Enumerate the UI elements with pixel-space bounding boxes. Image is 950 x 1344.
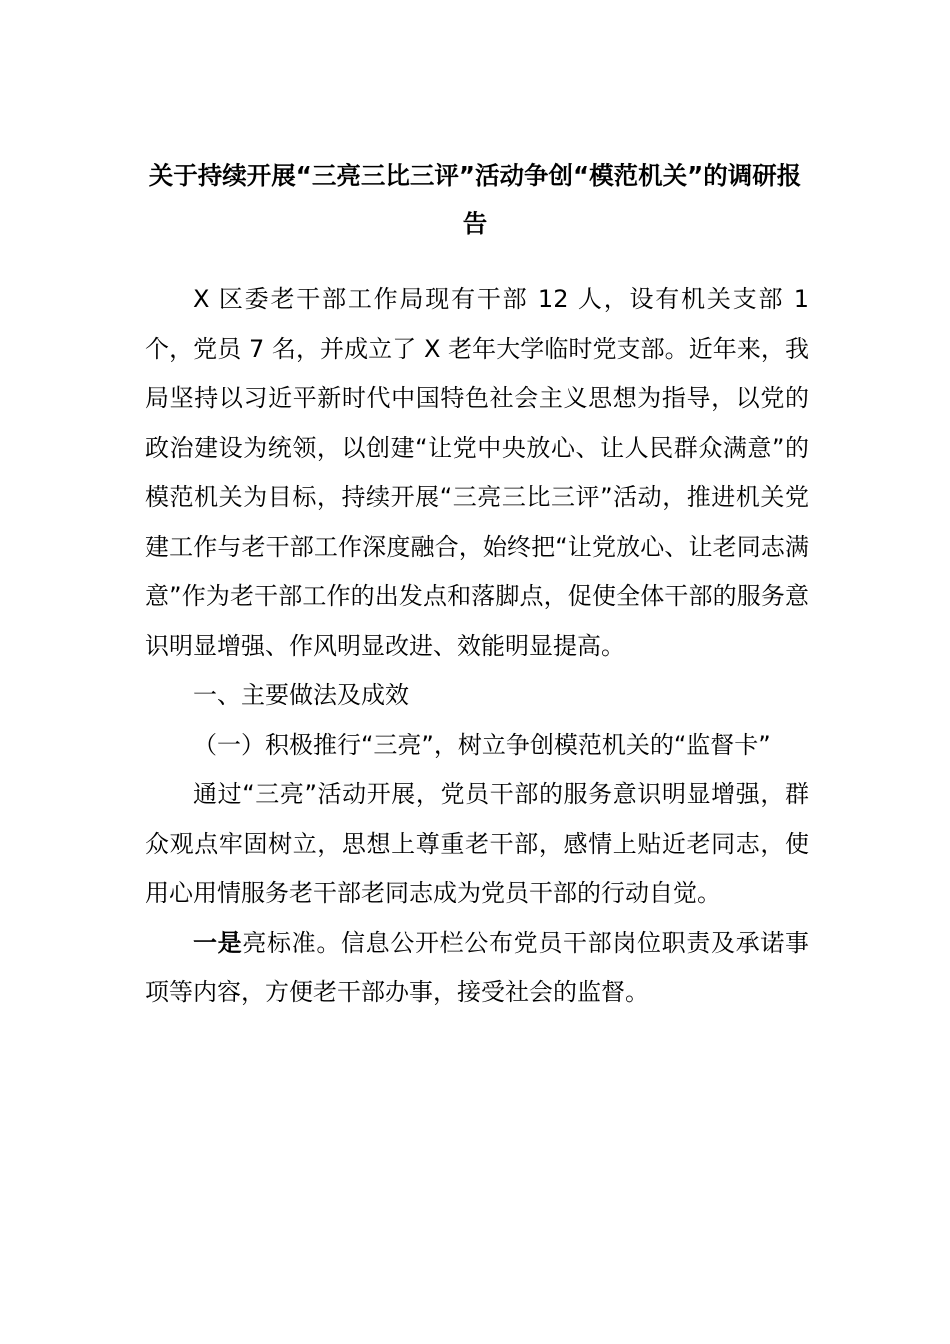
subsection-heading: （一）积极推行“三亮”，树立争创模范机关的“监督卡”	[193, 730, 771, 759]
intro-paragraph: X 区委老干部工作局现有干部 12 人，设有机关支部 1 个，党员 7 名，并成立了 X 老年大学临时党支部。近年来，我局坚持以习近平新时代中国特色社会主义思想为指导，以党的政治建设为统领，以创建“让党中央放心、让人民群众满意”的模范机关为目标，持续开展“三亮三比三评”活动，推进机关党建工作与老干部工作深度融合，始终把“让党放心、让老同志满意”作为老干部工作的出发点和落脚点，促使全体干部的服务意识明显增强、作风明显改进、效能明显提高。	[145, 285, 809, 660]
document-body	[145, 275, 809, 1018]
item-paragraph	[145, 919, 809, 1018]
item-lead: 一是	[193, 928, 243, 957]
item-text: 亮标准。信息公开栏公布党员干部岗位职责及承诺事项等内容，方便老干部办事，接受社会的监督。	[145, 928, 810, 1006]
section-heading: 一、主要做法及成效	[193, 681, 409, 709]
document-title: 关于持续开展“三亮三比三评”活动争创“模范机关”的调研报告	[148, 161, 802, 238]
subsection-paragraph: 通过“三亮”活动开展，党员干部的服务意识明显增强，群众观点牢固树立，思想上尊重老干部，感情上贴近老同志，使用心用情服务老干部老同志成为党员干部的行动自觉。	[145, 780, 809, 907]
